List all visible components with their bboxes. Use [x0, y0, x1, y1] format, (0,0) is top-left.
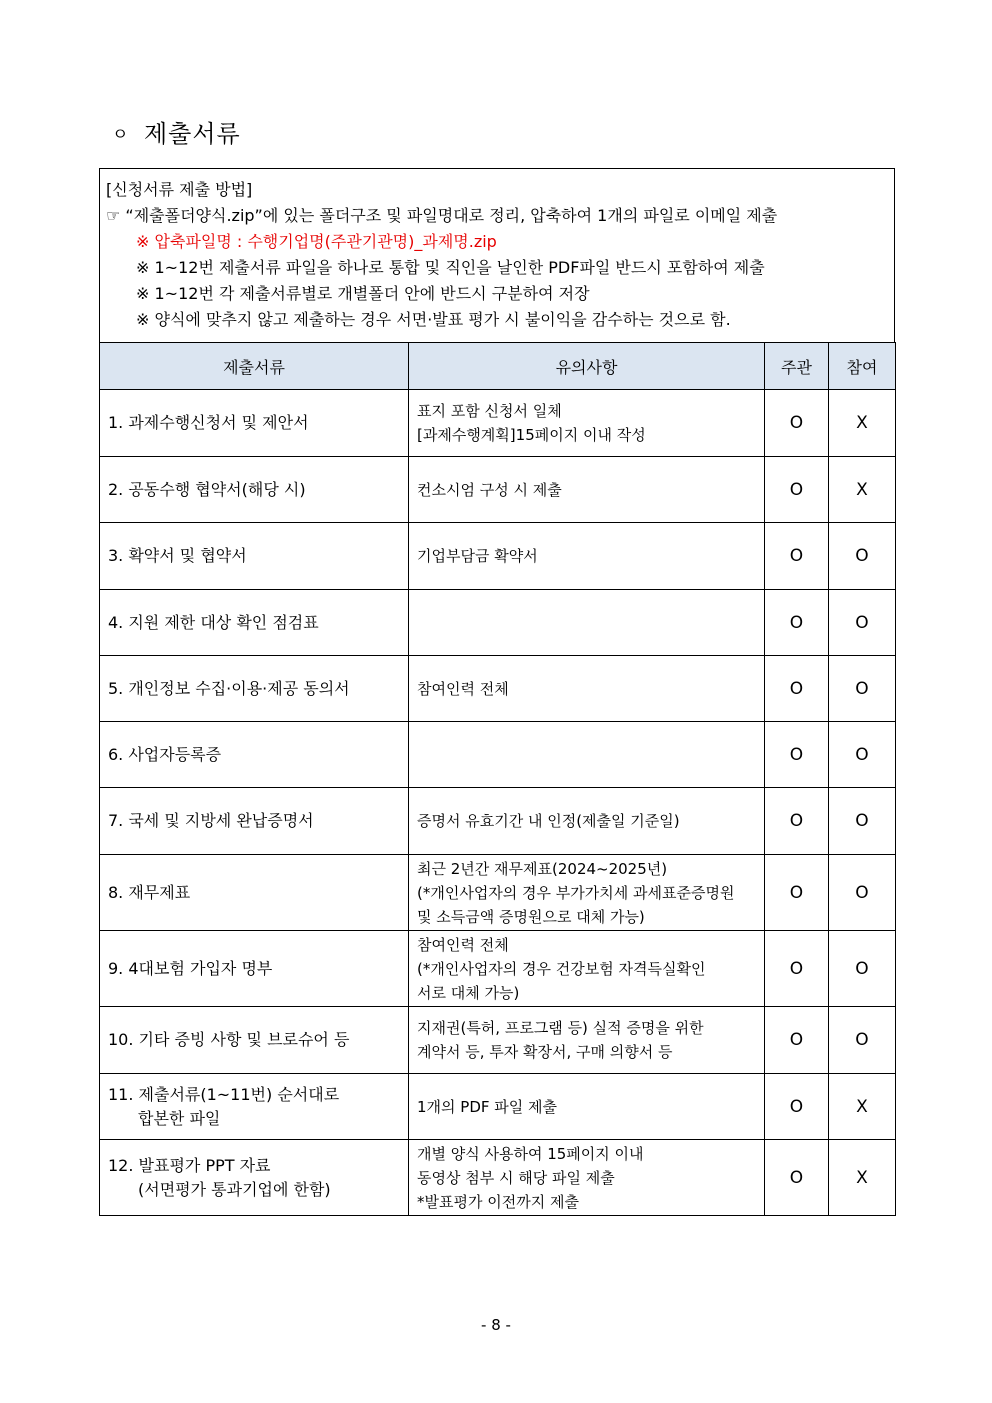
lead-required-mark: O	[765, 457, 829, 523]
table-row	[100, 523, 896, 590]
document-name-line: 3. 확약서 및 협약서	[108, 546, 247, 565]
document-note	[409, 1140, 765, 1216]
table-row	[100, 390, 896, 457]
header-lead: 주관	[765, 343, 829, 390]
document-note	[409, 457, 765, 523]
table-row	[100, 1140, 896, 1216]
document-note-line: 최근 2년간 재무제표(2024~2025년)	[417, 859, 668, 878]
document-note	[409, 1007, 765, 1074]
document-name	[100, 457, 409, 523]
participant-required-mark: O	[829, 1007, 896, 1074]
document-name-line: 11. 제출서류(1~11번) 순서대로	[108, 1084, 340, 1104]
participant-required-mark: O	[829, 656, 896, 722]
participant-required-mark: O	[829, 590, 896, 656]
lead-required-mark: O	[765, 788, 829, 855]
document-note	[409, 523, 765, 590]
document-note	[409, 722, 765, 788]
document-note	[409, 1074, 765, 1140]
document-note-line: 참여인력 전체	[417, 679, 509, 698]
document-name	[100, 1074, 409, 1140]
table-row	[100, 722, 896, 788]
document-note-line: 컨소시엄 구성 시 제출	[417, 480, 562, 499]
participant-required-mark: O	[829, 722, 896, 788]
document-name-line: 7. 국세 및 지방세 완납증명서	[108, 811, 314, 830]
document-note	[409, 390, 765, 457]
document-name-line: 5. 개인정보 수집·이용·제공 동의서	[108, 678, 350, 698]
table-row	[100, 855, 896, 931]
lead-required-mark: O	[765, 523, 829, 590]
header-notes: 유의사항	[409, 343, 765, 390]
document-name-line: 1. 과제수행신청서 및 제안서	[108, 413, 309, 432]
table-row	[100, 457, 896, 523]
notice-main: ☞ “제출폴더양식.zip”에 있는 폴더구조 및 파일명대로 정리, 압축하여 1개의 파일로 이메일 제출	[106, 206, 778, 225]
table-header-row	[100, 343, 896, 390]
lead-required-mark: O	[765, 931, 829, 1007]
table-row	[100, 931, 896, 1007]
document-name-line: 12. 발표평가 PPT 자료	[108, 1155, 271, 1175]
documents-table	[99, 342, 896, 1216]
lead-required-mark: O	[765, 590, 829, 656]
document-note-line: 동영상 첨부 시 해당 파일 제출	[417, 1168, 615, 1187]
lead-required-mark: O	[765, 1007, 829, 1074]
document-note-line: 서로 대체 가능)	[417, 983, 520, 1002]
document-name	[100, 590, 409, 656]
document-name	[100, 1140, 409, 1216]
section-bullet: ㅇ	[112, 125, 130, 145]
participant-required-mark: X	[829, 1140, 896, 1216]
document-note-line: 및 소득금액 증명원으로 대체 가능)	[417, 907, 645, 926]
document-note	[409, 855, 765, 931]
document-note-line: 표지 포함 신청서 일체	[417, 402, 562, 420]
table-row	[100, 590, 896, 656]
document-name	[100, 855, 409, 931]
document-name-line: 2. 공동수행 협약서(해당 시)	[108, 479, 306, 499]
document-note-line: [과제수행계획]15페이지 이내 작성	[417, 426, 646, 444]
document-note-line: 기업부담금 확약서	[417, 547, 538, 565]
participant-required-mark: O	[829, 855, 896, 931]
notice-note-folders: ※ 1~12번 각 제출서류별로 개별폴더 안에 반드시 구분하여 저장	[136, 284, 590, 303]
document-name	[100, 523, 409, 590]
participant-required-mark: O	[829, 523, 896, 590]
document-note-line: 지재권(특허, 프로그램 등) 실적 증명을 위한	[417, 1019, 704, 1037]
participant-required-mark: O	[829, 788, 896, 855]
lead-required-mark: O	[765, 390, 829, 457]
document-note-line: 참여인력 전체	[417, 935, 509, 954]
document-name	[100, 788, 409, 855]
lead-required-mark: O	[765, 855, 829, 931]
document-note-line: *발표평가 이전까지 제출	[417, 1192, 579, 1211]
header-documents: 제출서류	[100, 343, 409, 390]
document-name-line: 4. 지원 제한 대상 확인 점검표	[108, 612, 319, 632]
lead-required-mark: O	[765, 656, 829, 722]
document-note	[409, 590, 765, 656]
document-note-line: (*개인사업자의 경우 건강보험 자격득실확인	[417, 959, 706, 978]
document-name	[100, 931, 409, 1007]
participant-required-mark: X	[829, 457, 896, 523]
participant-required-mark: X	[829, 1074, 896, 1140]
document-name-line: 8. 재무제표	[108, 882, 191, 902]
section-heading	[112, 114, 241, 149]
page-number: - 8 -	[481, 1316, 511, 1334]
document-note-line: (*개인사업자의 경우 부가가치세 과세표준증명원	[417, 883, 735, 902]
notice-title: [신청서류 제출 방법]	[106, 180, 253, 199]
table-row	[100, 656, 896, 722]
document-name-line: 9. 4대보험 가입자 명부	[108, 958, 273, 978]
table-row	[100, 1074, 896, 1140]
document-name	[100, 722, 409, 788]
document-note-line: 계약서 등, 투자 확장서, 구매 의향서 등	[417, 1043, 673, 1061]
document-name	[100, 390, 409, 457]
header-participant: 참여	[829, 343, 896, 390]
participant-required-mark: X	[829, 390, 896, 457]
lead-required-mark: O	[765, 1140, 829, 1216]
notice-note-filename: ※ 압축파일명 : 수행기업명(주관기관명)_과제명.zip	[136, 232, 497, 251]
document-note-line: 증명서 유효기간 내 인정(제출일 기준일)	[417, 812, 680, 830]
lead-required-mark: O	[765, 722, 829, 788]
document-name-line: 10. 기타 증빙 사항 및 브로슈어 등	[108, 1030, 350, 1049]
lead-required-mark: O	[765, 1074, 829, 1140]
document-name-line: 6. 사업자등록증	[108, 744, 222, 764]
document-name-line: 합본한 파일	[138, 1108, 221, 1128]
table-row	[100, 1007, 896, 1074]
notice-note-penalty: ※ 양식에 맞추지 않고 제출하는 경우 서면·발표 평가 시 불이익을 감수하는 것으로 함.	[136, 310, 731, 329]
table-row	[100, 788, 896, 855]
document-note-line: 개별 양식 사용하여 15페이지 이내	[417, 1144, 644, 1163]
notice-note-pdf: ※ 1~12번 제출서류 파일을 하나로 통합 및 직인을 날인한 PDF파일 반드시 포함하여 제출	[136, 258, 765, 277]
document-name	[100, 656, 409, 722]
participant-required-mark: O	[829, 931, 896, 1007]
document-note	[409, 931, 765, 1007]
document-note	[409, 788, 765, 855]
document-name-line: (서면평가 통과기업에 한함)	[138, 1179, 331, 1199]
section-title: 제출서류	[144, 120, 241, 148]
document-note-line: 1개의 PDF 파일 제출	[417, 1097, 558, 1116]
document-note	[409, 656, 765, 722]
document-name	[100, 1007, 409, 1074]
submission-method-box	[99, 168, 895, 342]
